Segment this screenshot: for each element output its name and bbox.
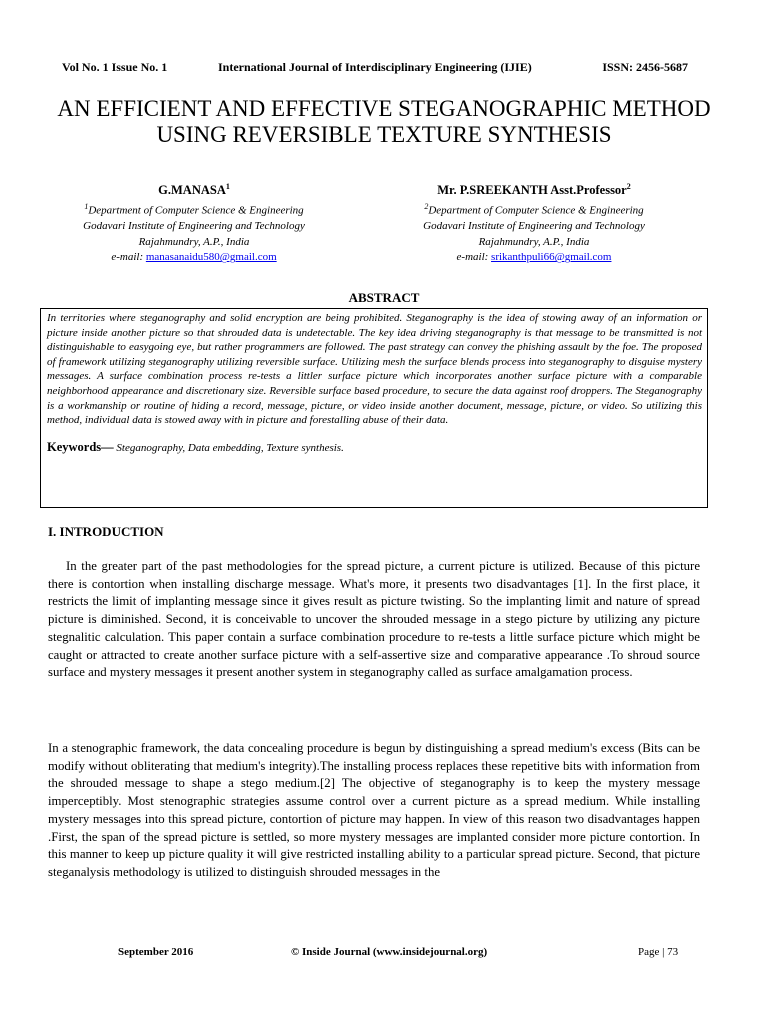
author-institute: Godavari Institute of Engineering and Technology [83,220,305,233]
keywords-list: Steganography, Data embedding, Texture synthesis. [116,441,344,454]
author-block-1 [60,178,328,266]
section-heading-introduction: I. INTRODUCTION [48,524,164,539]
abstract-box [40,308,708,508]
title-line-2: USING REVERSIBLE TEXTURE SYNTHESIS [156,122,612,147]
abstract-heading: ABSTRACT [348,290,420,305]
title-line-1: AN EFFICIENT AND EFFECTIVE STEGANOGRAPHIC METHOD [57,96,711,121]
header-journal: International Journal of Interdisciplinary Engineering (IJIE) [218,60,532,74]
author-email-link[interactable]: manasanaidu580@gmail.com [145,251,277,264]
author-location: Rajahmundry, A.P., India [138,235,250,248]
header-volume: Vol No. 1 Issue No. 1 [62,60,168,74]
author-department: $^1$Department of Computer Science & Engineering [84,202,304,217]
footer-journal: © Inside Journal (www.insidejournal.org) [291,946,488,958]
intro-paragraph-2: In a stenographic framework, the data concealing procedure is begun by distinguishing a spread medium's excess (Bits can be modify without obliterating that medium's integrity).The installing process replaces these repetitive bits with information from the shrouded message to shape a stego medium.[2] The objective of steganography is to keep the mystery message imperceptibly. Most stenographic strategies assume control over a current picture as a spread medium. While installing mystery messages into this spread picture, contortion of picture may happen. In view of this reason two disadvantages happen .First, the span of the spread picture is settled, so more mystery messages are implanted consider more picture contortion. In this manner to keep up picture quality it will give restricted installing ability to a particular spread picture. Second, that picture steganalysis methodology is utilized to distinguish shrouded messages in the [48,741,700,879]
abstract-text: In territories where steganography and solid encryption are being prohibited. Steganography is the idea of stowing away of an information or picture inside another picture so that shrouded data is undetectable. The key idea driving steganography is that message to be transmitted is not distinguishable to easygoing eye, but rather programmers are followed. The past strategy can convey the phishing assault by the foe. The proposed of framework utilizing steganography utilizing reversible surface. Utilizing mesh the surface blends process into steganography to disguise mystery messages. A surface combination process re-tests a littler surface picture which incorporates another surface picture with a comparable neighborhood appearance and discretionary size. Reversible surface based procedure, to secure the data against roof droppers. The Steganography is a workmanship or routine of hiding a record, message, picture, or video inside another document, message, picture, or video. So utilizing this method, individual data is stowed away with in picture and forestalling abuse of their data. [47,312,702,427]
footer-date: September 2016 [118,946,194,958]
author-email-line: e-mail: manasanaidu580@gmail.com [111,251,277,264]
author-email-line: e-mail: srikanthpuli66@gmail.com [456,251,612,264]
keywords-label: Keywords— [47,439,114,454]
author-institute: Godavari Institute of Engineering and Technology [423,220,645,233]
footer-page-number: Page | 73 [638,946,679,958]
keywords-line [47,440,702,456]
author-block-2 [400,178,668,266]
author-email-link[interactable]: srikanthpuli66@gmail.com [491,251,612,264]
author-name: Mr. P.SREEKANTH Asst.Professor$^2$ [437,182,631,198]
author-location: Rajahmundry, A.P., India [478,235,590,248]
author-department: $^2$Department of Computer Science & Engineering [424,202,644,217]
author-name: G.MANASA$^1$ [158,182,230,198]
header-issn: ISSN: 2456-5687 [602,60,688,74]
paper-title [30,96,738,148]
intro-paragraph-1: In the greater part of the past methodologies for the spread picture, a current picture is utilized. Because of this picture there is contortion when installing discharge message. What's more, it presents two disadvantages [1]. In the first place, it restricts the limit of implanting message since it gives result as picture twisting. So the implanting limit and nature of spread picture is diminished. Second, it is conceivable to uncover the shrouded message in a stego picture by utilizing any picture stegnalitic calculation. This paper contain a surface combination procedure to re-tests a little surface picture which might be caught or attracted to create another surface picture with a self-assertive size and comparative appearance .To shroud source surface and mystery messages it present another system in steganography called as surface amalgamation process. [48,559,700,680]
